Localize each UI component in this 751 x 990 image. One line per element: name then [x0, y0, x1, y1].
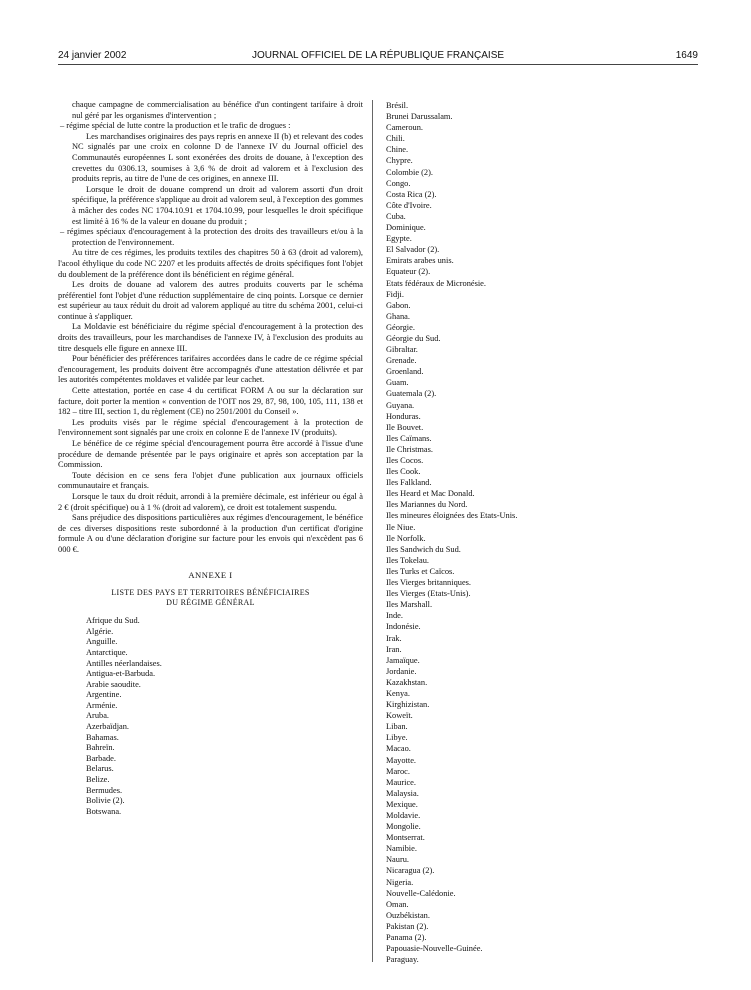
paragraph: Cette attestation, portée en case 4 du certificat FORM A ou sur la déclaration sur facture, doit porter la mention « convention de l'OIT nos 29, 87, 98, 100, 105, 111, 138 et 182 – titre III, section 1, du règlement (CE) no 2501/2001 du Conseil ». [58, 386, 363, 417]
country-item: Iles Cocos. [386, 456, 424, 465]
country-item: Costa Rica (2). [386, 189, 437, 199]
paragraph: Le bénéfice de ce régime spécial d'encouragement pourra être accordé à l'issue d'une procédure de demande présentée par le pays originaire et après son acceptation par la Commission. [58, 439, 363, 470]
country-item: Iles Marshall. [386, 600, 433, 610]
country-item: Guyana. [386, 400, 415, 410]
country-item: Mayotte. [386, 755, 417, 765]
annexe-subtitle [58, 588, 363, 608]
country-item: Azerbaïdjan. [86, 722, 130, 732]
country-item: Géorgie. [386, 322, 415, 332]
paragraph: chaque campagne de commercialisation au bénéfice d'un contingent tarifaire à droit nul géré par les organismes d'intervention ; [72, 100, 363, 120]
country-item: Grenade. [386, 356, 417, 366]
paragraph: Les marchandises originaires des pays repris en annexe II (b) et relevant des codes NC signalés par une croix en colonne D de l'annexe IV du Journal officiel des Communautés européennes L sont exonérées des droits de douane, à l'exception des crevettes du 0306.13, soumises à 3,6 % de droit ad valorem et à l'exclusion des produits repris, au titre de l'une de ces origines, en annexe III. [72, 131, 363, 184]
country-item: Egypte. [386, 234, 412, 244]
country-item: Iles Heard et Mac Donald. [386, 489, 475, 499]
country-item: Iles Vierges (Etats-Unis). [386, 589, 471, 599]
country-item: Bolivie (2). [86, 796, 125, 806]
country-item: Botswana. [86, 806, 122, 816]
country-item: Chypre. [386, 156, 413, 166]
country-item: Iles Turks et Caïcos. [386, 566, 455, 576]
country-item: Jamaïque. [386, 655, 420, 665]
country-item: Iles mineures éloignées des Etats-Unis. [386, 511, 518, 521]
country-item: Anguille. [86, 637, 118, 647]
country-item: Brunei Darussalam. [386, 112, 453, 122]
paragraph: Lorsque le taux du droit réduit, arrondi à la première décimale, est inférieur ou égal à 2 € (droit spécifique) ou à 1 % (droit ad valorem), ce droit est totalement suspendu. [58, 491, 363, 512]
country-item: Maurice. [386, 777, 416, 787]
country-item: Antarctique. [86, 647, 128, 657]
paragraph: Sans préjudice des dispositions particulières aux régimes d'encouragement, le bénéfice de ces diverses dispositions reste subordonné à la production d'un certificat d'origine formule A ou d'une déclaration d'origine sur facture pour les envois qui n'excèdent pas 6 000 €. [58, 513, 363, 554]
country-item: Gabon. [386, 300, 411, 310]
country-item: Bahreïn. [86, 743, 115, 753]
country-item: Macao. [386, 744, 411, 754]
country-item: Algérie. [86, 626, 114, 636]
country-item: Iles Sandwich du Sud. [386, 544, 461, 554]
country-item: Kirghizistan. [386, 700, 430, 710]
paragraph: Les produits visés par le régime spécial d'encouragement à la protection de l'environnement sont signalés par une croix en colonne E de l'annexe IV (produits). [58, 417, 363, 438]
country-item: Nicaragua (2). [386, 866, 435, 876]
country-item: Mexique. [386, 799, 418, 809]
country-item: Fidji. [386, 289, 404, 299]
country-item: Maroc. [386, 766, 410, 776]
paragraph: Pour bénéficier des préférences tarifaires accordées dans le cadre de ce régime spécial d'encouragement, les produits doivent être accompagnés d'une attestation délivrée et par les autorités compétentes moldaves et validée par leur cachet. [58, 354, 363, 385]
country-item: Antilles néerlandaises. [86, 658, 162, 668]
country-item: Afrique du Sud. [86, 616, 140, 626]
paragraph: – régime spécial de lutte contre la production et le trafic de drogues : [60, 121, 291, 131]
country-item: Iles Falkland. [386, 478, 432, 488]
country-item: Barbade. [86, 753, 116, 763]
country-item: Arabie saoudite. [86, 679, 141, 689]
country-item: Guatemala (2). [386, 389, 437, 399]
page-number: 1649 [675, 50, 698, 61]
country-item: Paraguay. [386, 955, 419, 965]
paragraph-list [58, 100, 363, 556]
page-header [58, 50, 698, 64]
country-item: Honduras. [386, 411, 421, 421]
country-item: Emirats arabes unis. [386, 256, 454, 266]
country-item: Bahamas. [86, 732, 119, 742]
country-item: Cameroun. [386, 123, 423, 133]
country-item: Inde. [386, 611, 403, 621]
journal-title: JOURNAL OFFICIEL DE LA RÉPUBLIQUE FRANÇAISE [251, 50, 505, 61]
country-item: Iles Cook. [386, 467, 421, 477]
country-item: Dominique. [386, 223, 426, 233]
country-item: Chili. [386, 134, 405, 144]
country-list-right [386, 100, 706, 965]
left-column [58, 100, 363, 817]
country-item: Argentine. [86, 690, 122, 700]
paragraph: Au titre de ces régimes, les produits textiles des chapitres 50 à 63 (droit ad valorem), l'acool éthylique du code NC 2207 et les produits affectés de droits spécifiques font l'objet du doublement de la préférence dont ils bénéficient en régime général. [58, 248, 363, 279]
country-item: Arménie. [86, 700, 118, 710]
country-item: Ghana. [386, 311, 410, 321]
paragraph: La Moldavie est bénéficiaire du régime spécial d'encouragement à la protection des droits des travailleurs, pour les marchandises de l'annexe IV, à l'exclusion des produits au titre desquels elle figure en annexe III. [58, 322, 363, 353]
paragraph: – régimes spéciaux d'encouragement à la protection des droits des travailleurs et/ou à la protection de l'environnement. [60, 227, 363, 247]
country-item: Antigua-et-Barbuda. [86, 669, 156, 679]
country-item: Gibraltar. [386, 345, 418, 355]
paragraph: Les droits de douane ad valorem des autres produits couverts par le schéma préférentiel font l'objet d'une réduction supplémentaire de cinq points. Lorsque ce dernier est supérieur au taux réduit du droit ad valorem appliqué au titre du schéma 2001, celui-ci continue à s'appliquer. [58, 280, 363, 321]
header-date: 24 janvier 2002 [58, 50, 127, 61]
country-item: Pakistan (2). [386, 921, 429, 931]
country-item: Guam. [386, 378, 409, 388]
country-item: Ile Norfolk. [386, 533, 426, 543]
annexe-subtitle-line-2: DU RÉGIME GÉNÉRAL [166, 598, 255, 608]
country-item: Irak. [386, 633, 402, 643]
country-item: Groenland. [386, 367, 424, 377]
country-item: Iran. [386, 644, 402, 654]
country-item: Equateur (2). [386, 267, 431, 277]
country-item: Jordanie. [386, 666, 417, 676]
country-item: Panama (2). [386, 933, 427, 943]
country-item: Mongolie. [386, 822, 421, 832]
country-item: Cuba. [386, 211, 406, 221]
country-item: Liban. [386, 722, 408, 732]
country-item: Belarus. [86, 764, 114, 774]
country-item: Ouzbékistan. [386, 910, 430, 920]
country-item: Ile Bouvet. [386, 422, 424, 432]
country-item: Oman. [386, 899, 409, 909]
country-item: Koweït. [386, 711, 413, 721]
paragraph: Lorsque le droit de douane comprend un droit ad valorem assorti d'un droit spécifique, la préférence s'applique au droit ad valorem seul, à l'exception des gommes à mâcher des codes NC 1704.10.91 et 1704.10.99, pour lesquelles le droit spécifique est limité à 16 % de la valeur en douane du produit ; [72, 184, 363, 226]
country-item: Papouasie-Nouvelle-Guinée. [386, 944, 483, 954]
country-item: Belize. [86, 775, 110, 785]
country-item: Namibie. [386, 844, 417, 854]
country-item: Colombie (2). [386, 167, 433, 177]
country-item: El Salvador (2). [386, 245, 440, 255]
country-item: Bermudes. [86, 785, 123, 795]
country-item: Côte d'Ivoire. [386, 200, 432, 210]
country-item: Géorgie du Sud. [386, 333, 441, 343]
country-item: Libye. [386, 733, 408, 743]
country-item: Nauru. [386, 855, 410, 865]
country-list-left [58, 616, 363, 817]
country-item: Iles Caïmans. [386, 433, 432, 443]
column-divider [372, 100, 373, 962]
country-item: Montserrat. [386, 833, 425, 843]
country-item: Malaysia. [386, 788, 419, 798]
annexe-title: ANNEXE I [188, 569, 233, 580]
country-item: Indonésie. [386, 622, 421, 632]
country-item: Etats fédéraux de Micronésie. [386, 278, 486, 288]
country-item: Congo. [386, 178, 411, 188]
annexe-subtitle-line-1: LISTE DES PAYS ET TERRITOIRES BÉNÉFICIAIRES [111, 588, 310, 598]
country-item: Ile Christmas. [386, 444, 433, 454]
paragraph: Toute décision en ce sens fera l'objet d'une publication aux journaux officiels communautaire et français. [58, 470, 363, 491]
country-item: Chine. [386, 145, 409, 155]
country-item: Aruba. [86, 711, 110, 721]
country-item: Kazakhstan. [386, 677, 428, 687]
country-item: Nigeria. [386, 877, 414, 887]
country-item: Nouvelle-Calédonie. [386, 888, 456, 898]
country-item: Moldavie. [386, 811, 421, 820]
header-rule [58, 64, 698, 65]
country-item: Ile Niue. [386, 522, 416, 532]
country-item: Iles Tokelau. [386, 555, 429, 565]
country-item: Iles Vierges britanniques. [386, 578, 472, 588]
country-item: Iles Mariannes du Nord. [386, 500, 468, 510]
country-item: Kenya. [386, 688, 410, 698]
country-item: Brésil. [386, 101, 409, 110]
